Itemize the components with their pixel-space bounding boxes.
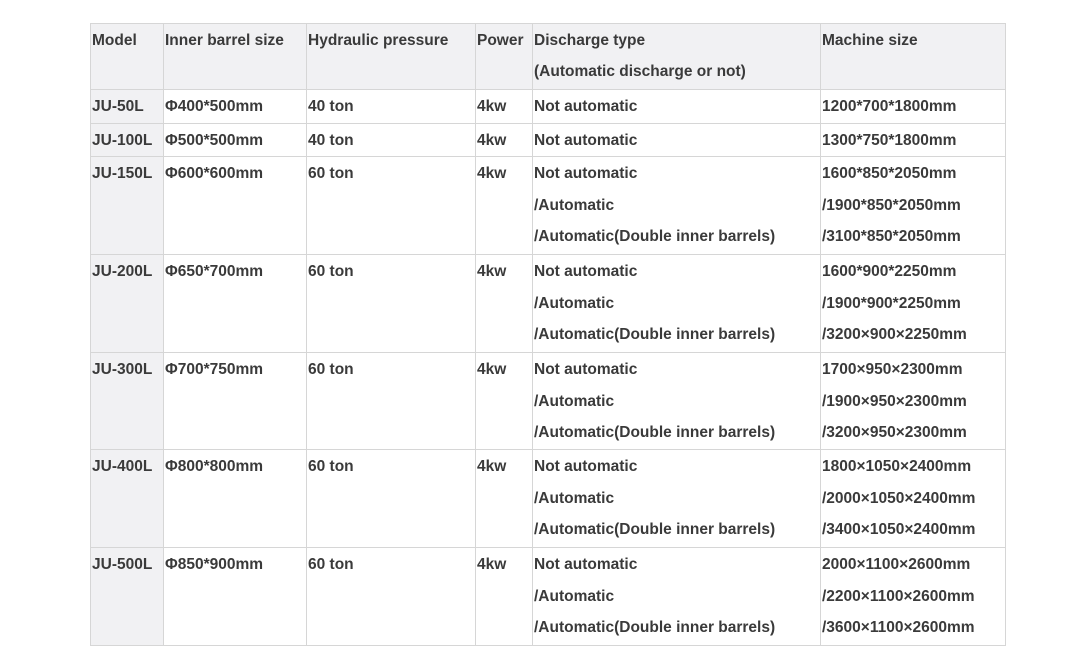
cell-inner-barrel-size <box>164 255 307 353</box>
cell-discharge-type-line: /Automatic <box>534 392 615 410</box>
cell-model <box>91 124 164 157</box>
cell-discharge-type-line: Not automatic <box>534 165 638 183</box>
cell-model <box>91 450 164 548</box>
cell-machine-size <box>821 90 1006 124</box>
cell-discharge-type <box>533 157 821 255</box>
cell-discharge-type <box>533 124 821 157</box>
cell-discharge-type-line: /Automatic(Double inner barrels) <box>534 423 776 441</box>
cell-discharge-type-line: Not automatic <box>534 263 638 281</box>
cell-machine-size <box>821 124 1006 157</box>
cell-machine-size-line: /2200×1100×2600mm <box>822 587 975 605</box>
cell-model-text: JU-200L <box>92 263 153 281</box>
cell-inner-barrel-size <box>164 548 307 646</box>
cell-discharge-type-line: /Automatic(Double inner barrels) <box>534 618 776 636</box>
cell-machine-size <box>821 548 1006 646</box>
cell-inner-barrel-size-text: Φ600*600mm <box>165 165 264 183</box>
table-row <box>91 255 1006 353</box>
table-row <box>91 450 1006 548</box>
cell-hydraulic-pressure-text: 60 ton <box>308 165 354 183</box>
header-model: Model <box>91 24 164 90</box>
cell-hydraulic-pressure <box>307 157 476 255</box>
cell-machine-size-line: /1900*900*2250mm <box>822 294 961 312</box>
header-hydraulic-pressure: Hydraulic pressure <box>307 24 476 90</box>
cell-inner-barrel-size-text: Φ500*500mm <box>165 132 264 149</box>
cell-hydraulic-pressure-text: 60 ton <box>308 263 354 281</box>
cell-inner-barrel-size-text: Φ800*800mm <box>165 458 264 476</box>
cell-hydraulic-pressure <box>307 124 476 157</box>
cell-discharge-type-line: /Automatic <box>534 196 615 214</box>
cell-model <box>91 90 164 124</box>
cell-hydraulic-pressure-text: 60 ton <box>308 361 354 379</box>
cell-discharge-type-line: Not automatic <box>534 556 638 574</box>
table-row <box>91 157 1006 255</box>
cell-model <box>91 157 164 255</box>
cell-inner-barrel-size-text: Φ400*500mm <box>165 98 264 115</box>
cell-model-text: JU-150L <box>92 165 153 183</box>
cell-hydraulic-pressure-text: 60 ton <box>308 556 354 574</box>
cell-machine-size-line: 1600*900*2250mm <box>822 263 957 281</box>
header-discharge-type: Discharge type (Automatic discharge or not) <box>533 24 821 90</box>
header-row <box>91 24 1006 90</box>
cell-hydraulic-pressure <box>307 353 476 450</box>
cell-power-text: 4kw <box>477 132 507 149</box>
cell-machine-size-line: /1900*850*2050mm <box>822 196 961 214</box>
cell-discharge-type <box>533 548 821 646</box>
table-row <box>91 124 1006 157</box>
cell-machine-size-line: /3100*850*2050mm <box>822 227 961 245</box>
cell-model-text: JU-100L <box>92 132 153 149</box>
cell-machine-size-line: 1300*750*1800mm <box>822 132 957 149</box>
table-row <box>91 90 1006 124</box>
cell-machine-size <box>821 450 1006 548</box>
cell-machine-size-line: 2000×1100×2600mm <box>822 556 971 574</box>
cell-inner-barrel-size-text: Φ650*700mm <box>165 263 264 281</box>
cell-power-text: 4kw <box>477 98 507 115</box>
cell-discharge-type-line: /Automatic <box>534 294 615 312</box>
cell-power <box>476 90 533 124</box>
cell-discharge-type-line: Not automatic <box>534 98 638 115</box>
spec-table-body <box>91 24 1006 646</box>
cell-machine-size-line: 1200*700*1800mm <box>822 98 957 115</box>
cell-discharge-type-line: Not automatic <box>534 458 638 476</box>
cell-power-text: 4kw <box>477 458 507 476</box>
cell-model-text: JU-500L <box>92 556 153 574</box>
cell-hydraulic-pressure-text: 60 ton <box>308 458 354 476</box>
cell-machine-size <box>821 157 1006 255</box>
cell-inner-barrel-size <box>164 157 307 255</box>
cell-inner-barrel-size <box>164 90 307 124</box>
cell-machine-size <box>821 353 1006 450</box>
cell-power <box>476 353 533 450</box>
cell-power-text: 4kw <box>477 263 507 281</box>
cell-machine-size-line: /2000×1050×2400mm <box>822 489 976 507</box>
cell-machine-size-line: /3600×1100×2600mm <box>822 618 975 636</box>
cell-discharge-type-line: Not automatic <box>534 132 638 149</box>
cell-machine-size-line: /3400×1050×2400mm <box>822 520 976 538</box>
cell-model <box>91 353 164 450</box>
cell-hydraulic-pressure <box>307 450 476 548</box>
cell-power <box>476 124 533 157</box>
cell-discharge-type <box>533 353 821 450</box>
cell-machine-size <box>821 255 1006 353</box>
cell-discharge-type-line: /Automatic(Double inner barrels) <box>534 227 776 245</box>
cell-inner-barrel-size-text: Φ700*750mm <box>165 361 264 379</box>
cell-discharge-type-line: /Automatic <box>534 489 615 507</box>
spec-table <box>90 23 1006 646</box>
cell-model-text: JU-400L <box>92 458 153 476</box>
cell-machine-size-line: /1900×950×2300mm <box>822 392 967 410</box>
cell-machine-size-line: 1800×1050×2400mm <box>822 458 972 476</box>
cell-hydraulic-pressure-text: 40 ton <box>308 132 354 149</box>
cell-power <box>476 255 533 353</box>
cell-discharge-type <box>533 450 821 548</box>
table-row <box>91 548 1006 646</box>
cell-power <box>476 157 533 255</box>
cell-discharge-type <box>533 90 821 124</box>
cell-model-text: JU-50L <box>92 98 144 115</box>
cell-hydraulic-pressure <box>307 548 476 646</box>
cell-discharge-type <box>533 255 821 353</box>
cell-inner-barrel-size <box>164 124 307 157</box>
header-inner-barrel-size: Inner barrel size <box>164 24 307 90</box>
cell-model-text: JU-300L <box>92 361 153 379</box>
cell-discharge-type-line: /Automatic(Double inner barrels) <box>534 520 776 538</box>
cell-hydraulic-pressure-text: 40 ton <box>308 98 354 115</box>
cell-discharge-type-line: /Automatic <box>534 587 615 605</box>
cell-discharge-type-line: Not automatic <box>534 361 638 379</box>
cell-inner-barrel-size-text: Φ850*900mm <box>165 556 264 574</box>
cell-model <box>91 255 164 353</box>
cell-model <box>91 548 164 646</box>
cell-power-text: 4kw <box>477 556 507 574</box>
cell-discharge-type-line: /Automatic(Double inner barrels) <box>534 325 776 343</box>
cell-power <box>476 450 533 548</box>
cell-machine-size-line: 1600*850*2050mm <box>822 165 957 183</box>
cell-inner-barrel-size <box>164 450 307 548</box>
cell-power-text: 4kw <box>477 361 507 379</box>
cell-machine-size-line: /3200×950×2300mm <box>822 423 967 441</box>
header-power: Power <box>476 24 533 90</box>
cell-power <box>476 548 533 646</box>
cell-hydraulic-pressure <box>307 255 476 353</box>
table-row <box>91 353 1006 450</box>
cell-machine-size-line: /3200×900×2250mm <box>822 325 967 343</box>
cell-power-text: 4kw <box>477 165 507 183</box>
cell-hydraulic-pressure <box>307 90 476 124</box>
cell-machine-size-line: 1700×950×2300mm <box>822 361 963 379</box>
header-machine-size: Machine size <box>821 24 1006 90</box>
cell-inner-barrel-size <box>164 353 307 450</box>
